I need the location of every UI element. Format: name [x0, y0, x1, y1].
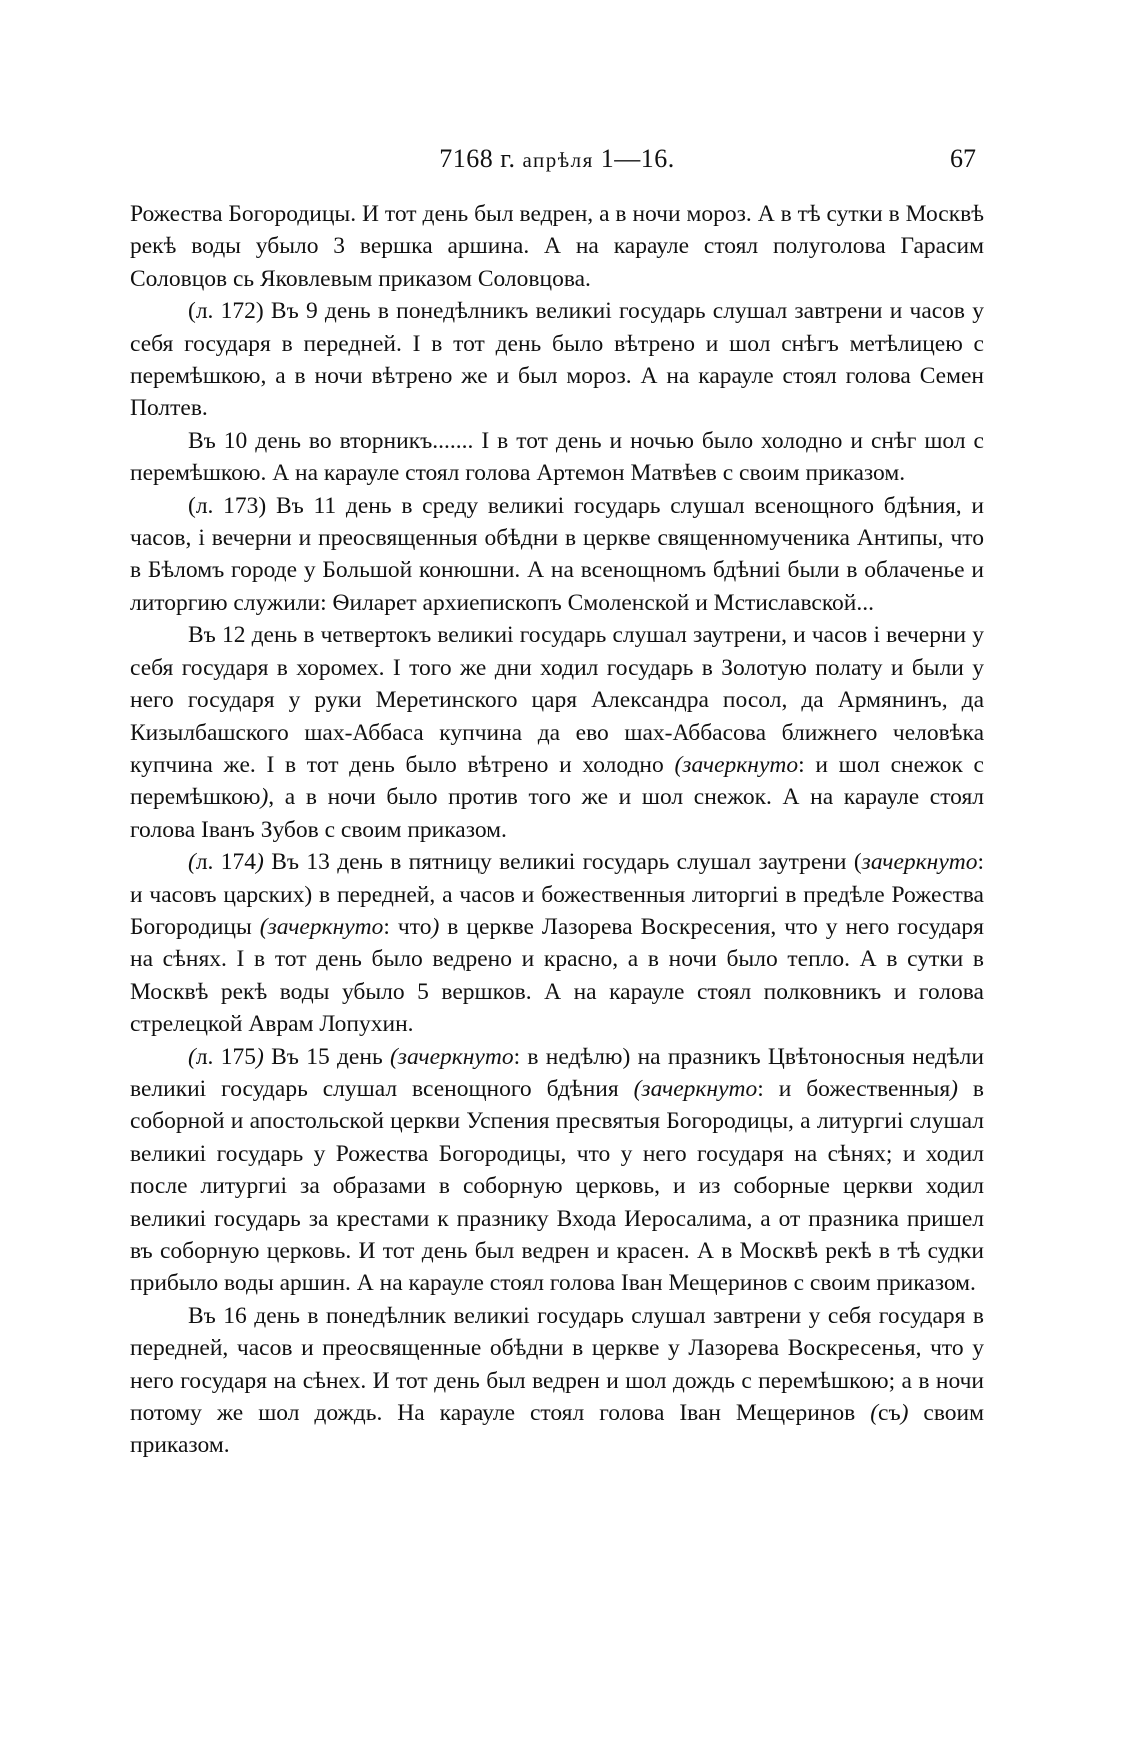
italic-run: ) — [260, 784, 269, 811]
italic-run: (зачеркнуто — [259, 913, 384, 940]
running-header — [130, 140, 984, 184]
text-run: , а в ночи было против того же и шол снежок. А на карауле стоял голова Іванъ Зубов с своим приказом. — [130, 784, 984, 843]
italic-run: ) — [950, 1075, 958, 1102]
paragraph-3 — [130, 425, 984, 490]
text-run: : и шол снежок с перемѣшкою — [130, 751, 984, 811]
italic-run: ( — [188, 849, 196, 876]
italic-run: ) — [255, 1043, 264, 1070]
paragraph-4 — [130, 490, 984, 620]
italic-run: зачеркнуто — [861, 849, 978, 876]
title-dates: 1—16. — [593, 144, 675, 173]
italic-run: ( — [188, 1043, 196, 1070]
text-run: в соборной и апостольской церкви Успения пресвятыя Богородицы, а литургиі слушал великиі государь у Рожества Богородицы, что у него государя на сѣнях; и ходил после литургиі за образами в соборную церковь, и из соборные церкви ходил великиі государь за крестами к празнику Входа Иеросалима, а от празника пришел въ соборную церковь. И тот день был ведрен и красен. А в Москвѣ рекѣ в тѣ судки прибыло воды аршин. А на карауле стоял голова Іван Мещеринов с своим приказом. — [130, 1075, 985, 1297]
text-run: в церкве Лазорева Воскресения, что у него государя на сѣнях. І в тот день было ведрено и красно, а в ночи было тепло. А в сутки в Москвѣ рекѣ воды убыло 5 вершков. А на карауле стоял полковникъ и голова стрелецкой Аврам Лопухин. — [130, 913, 984, 1038]
paragraph-1 — [130, 198, 984, 295]
text-run: : и часовъ царских) в передней, а часов и божественныя литоргиі в предѣле Рожества Богородицы — [130, 849, 985, 940]
text-run: л. 175 — [195, 1043, 256, 1070]
title-month: апрѣля — [522, 148, 594, 172]
text-run: Въ 12 день в четвертокъ великиі государь слушал заутрени, и часов і вечерни у себя государя в хоромех. І того же дни ходил государь в Золотую полату и были у него государя у руки Меретинского царя Александра посол, да Армянинъ, да Кизылбашского шах-Аббаса купчина да ево шах-Аббасова ближнего человѣка купчина же. І в тот день было вѣтрено и холодно — [130, 622, 984, 778]
text-run: л. 174 — [195, 849, 257, 876]
text-run: Въ 10 день во вторникъ....... І в тот день и ночью было холодно и снѣг шол с перемѣшкою. А на карауле стоял голова Артемон Матвѣев с своим приказом. — [130, 427, 984, 487]
page-number: 67 — [950, 144, 976, 173]
italic-run: ) — [256, 849, 264, 876]
paragraph-7 — [130, 1041, 984, 1300]
paragraph-2 — [130, 295, 984, 425]
text-run: Въ 15 день — [263, 1043, 390, 1070]
text-run: Въ 13 день в пятницу великиі государь слушал заутрени ( — [263, 849, 862, 876]
paragraph-6 — [130, 846, 984, 1040]
running-title — [130, 144, 984, 174]
text-run: : в недѣлю) на празникъ Цвѣтоносныя недѣли великиі государь слушал всенощного бдѣния — [130, 1043, 984, 1102]
text-run: : и божественныя — [757, 1075, 951, 1102]
italic-run: ( — [870, 1400, 879, 1427]
paragraph-5 — [130, 619, 984, 846]
italic-run: ) — [900, 1400, 909, 1427]
text-run: Въ 16 день в понедѣлник великиі государь слушал завтрени у себя государя в передней, часов и преосвященные обѣдни в церкве у Лазорева Воскресенья, что у него государя на сѣнех. И тот день был ведрен и шол дождь с перемѣшкою; а в ночи потому же шол дождь. На карауле стоял голова Іван Мещеринов — [130, 1302, 984, 1427]
paragraph-8 — [130, 1300, 984, 1462]
italic-run: ) — [431, 913, 440, 940]
italic-run: (зачеркнуто — [389, 1043, 514, 1070]
text-run: (л. 173) Въ 11 день в среду великиі государь слушал всенощного бдѣния, и часов, і вечерни и преосвященныя обѣдни в церкве священномученика Антипы, что в Бѣломъ городе у Большой конюшни. А на всенощномъ бдѣниі были в облаченье и литоргию служили: Ѳиларет архиепископъ Смоленской и Мстиславской... — [130, 492, 984, 616]
book-page — [130, 140, 984, 1462]
text-run: Рожества Богородицы. И тот день был ведрен, а в ночи мороз. А в тѣ сутки в Москвѣ рекѣ воды убыло 3 вершка аршина. А на карауле стоял полуголова Гарасим Соловцов сь Яковлевым приказом Соловцова. — [130, 201, 984, 292]
title-year: 7168 г. — [439, 144, 523, 173]
text-run: своим приказом. — [130, 1400, 984, 1459]
text-run: съ — [878, 1400, 901, 1427]
text-run: : что — [383, 913, 432, 940]
italic-run: (зачеркнуто — [674, 751, 799, 778]
italic-run: (зачеркнуто — [633, 1075, 758, 1102]
body-text — [130, 198, 984, 1462]
text-run: (л. 172) Въ 9 день в понедѣлникъ великиі государь слушал завтрени и часов у себя государя в передней. І в тот день было вѣтрено и шол снѣгъ метѣлицею с перемѣшкою, а в ночи вѣтрено же и был мороз. А на карауле стоял голова Семен Полтев. — [130, 298, 984, 422]
